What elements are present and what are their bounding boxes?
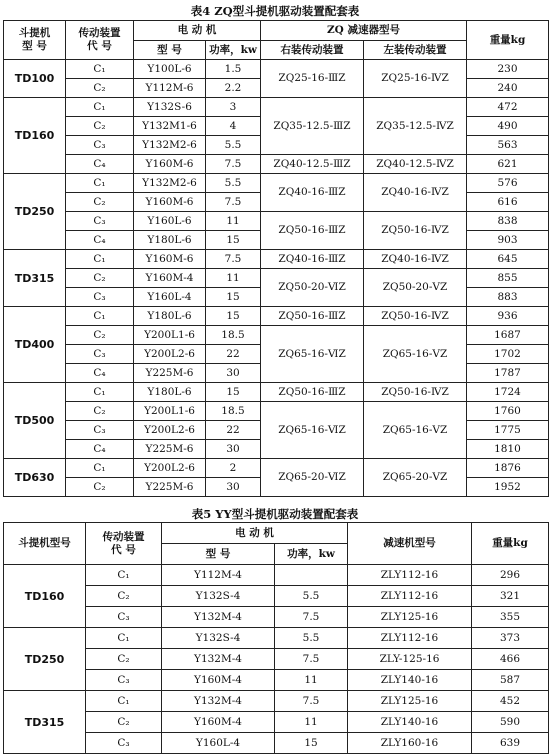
motor-model-cell: Y160M-4 xyxy=(162,670,275,691)
right-reducer-cell: ZQ40-12.5-ⅢZ xyxy=(261,155,364,174)
t5-header-reducer: 减速机型号 xyxy=(348,523,472,565)
bucket-model-cell: TD500 xyxy=(4,383,66,459)
right-reducer-cell: ZQ40-16-ⅢZ xyxy=(261,174,364,212)
drive-code-cell: C₄ xyxy=(66,231,134,250)
weight-cell: 321 xyxy=(472,586,549,607)
drive-code-cell: C₂ xyxy=(86,586,162,607)
weight-cell: 936 xyxy=(467,307,549,326)
drive-code-cell: C₁ xyxy=(86,691,162,712)
drive-code-cell: C₂ xyxy=(66,402,134,421)
bucket-model-cell: TD250 xyxy=(4,628,86,691)
weight-cell: 883 xyxy=(467,288,549,307)
weight-cell: 563 xyxy=(467,136,549,155)
table-row xyxy=(4,670,549,691)
table5 xyxy=(3,522,549,754)
reducer-model-cell: ZLY160-16 xyxy=(348,733,472,754)
motor-power-cell: 5.5 xyxy=(275,586,348,607)
drive-code-cell: C₃ xyxy=(66,345,134,364)
right-reducer-cell: ZQ65-20-ⅥZ xyxy=(261,459,364,497)
drive-code-cell: C₂ xyxy=(66,193,134,212)
drive-code-cell: C₁ xyxy=(66,98,134,117)
motor-power-cell: 15 xyxy=(206,307,261,326)
drive-code-cell: C₁ xyxy=(66,383,134,402)
drive-code-cell: C₁ xyxy=(86,565,162,586)
right-reducer-cell: ZQ40-16-ⅢZ xyxy=(261,250,364,269)
table-row xyxy=(4,383,549,402)
drive-code-cell: C₄ xyxy=(66,364,134,383)
left-reducer-cell: ZQ50-16-ⅣZ xyxy=(364,383,467,402)
motor-model-cell: Y160L-4 xyxy=(162,733,275,754)
weight-cell: 490 xyxy=(467,117,549,136)
motor-model-cell: Y200L1-6 xyxy=(134,402,206,421)
weight-cell: 1810 xyxy=(467,440,549,459)
drive-code-cell: C₂ xyxy=(86,712,162,733)
right-reducer-cell: ZQ50-16-ⅢZ xyxy=(261,307,364,326)
motor-model-cell: Y225M-6 xyxy=(134,364,206,383)
reducer-model-cell: ZLY-125-16 xyxy=(348,649,472,670)
table-row xyxy=(4,459,549,478)
bucket-model-cell: TD315 xyxy=(4,250,66,307)
drive-code-cell: C₂ xyxy=(66,326,134,345)
weight-cell: 587 xyxy=(472,670,549,691)
motor-model-cell: Y132S-6 xyxy=(134,98,206,117)
motor-power-cell: 7.5 xyxy=(275,607,348,628)
bucket-model-cell: TD630 xyxy=(4,459,66,497)
motor-power-cell: 30 xyxy=(206,440,261,459)
bucket-model-cell: TD100 xyxy=(4,60,66,98)
motor-power-cell: 15 xyxy=(206,383,261,402)
drive-code-cell: C₃ xyxy=(66,288,134,307)
reducer-model-cell: ZLY125-16 xyxy=(348,607,472,628)
motor-model-cell: Y132M-4 xyxy=(162,649,275,670)
reducer-model-cell: ZLY140-16 xyxy=(348,712,472,733)
table-row xyxy=(4,269,549,288)
drive-code-cell: C₂ xyxy=(86,649,162,670)
weight-cell: 1775 xyxy=(467,421,549,440)
right-reducer-cell: ZQ50-20-ⅥZ xyxy=(261,269,364,307)
drive-code-cell: C₁ xyxy=(66,174,134,193)
drive-code-cell: C₃ xyxy=(86,607,162,628)
drive-code-cell: C₄ xyxy=(66,155,134,174)
table-row xyxy=(4,326,549,345)
motor-power-cell: 5.5 xyxy=(275,628,348,649)
header-motor-model: 型 号 xyxy=(134,41,206,60)
motor-power-cell: 7.5 xyxy=(275,691,348,712)
right-reducer-cell: ZQ35-12.5-ⅢZ xyxy=(261,98,364,155)
motor-power-cell: 1.5 xyxy=(206,60,261,79)
header-motor: 电 动 机 xyxy=(134,21,261,41)
weight-cell: 576 xyxy=(467,174,549,193)
weight-cell: 373 xyxy=(472,628,549,649)
left-reducer-cell: ZQ40-12.5-ⅣZ xyxy=(364,155,467,174)
table-row xyxy=(4,586,549,607)
t5-header-motor-power: 功率，kw xyxy=(275,544,348,565)
motor-power-cell xyxy=(275,565,348,586)
drive-code-cell: C₂ xyxy=(66,478,134,497)
motor-model-cell: Y200L2-6 xyxy=(134,421,206,440)
motor-power-cell: 5.5 xyxy=(206,174,261,193)
weight-cell: 355 xyxy=(472,607,549,628)
motor-model-cell: Y225M-6 xyxy=(134,478,206,497)
weight-cell: 855 xyxy=(467,269,549,288)
t5-header-weight: 重量kg xyxy=(472,523,549,565)
left-reducer-cell: ZQ65-20-ⅤZ xyxy=(364,459,467,497)
motor-model-cell: Y112M-4 xyxy=(162,565,275,586)
header-weight: 重量kg xyxy=(467,21,549,60)
t5-header-motor-model: 型 号 xyxy=(162,544,275,565)
right-reducer-cell: ZQ50-16-ⅢZ xyxy=(261,212,364,250)
motor-model-cell: Y132S-4 xyxy=(162,586,275,607)
weight-cell: 838 xyxy=(467,212,549,231)
weight-cell: 1876 xyxy=(467,459,549,478)
drive-code-cell: C₃ xyxy=(66,136,134,155)
motor-model-cell: Y225M-6 xyxy=(134,440,206,459)
table-row xyxy=(4,60,549,79)
weight-cell: 639 xyxy=(472,733,549,754)
drive-code-cell: C₁ xyxy=(66,60,134,79)
table-row xyxy=(4,155,549,174)
motor-model-cell: Y132M2-6 xyxy=(134,174,206,193)
motor-power-cell: 7.5 xyxy=(206,250,261,269)
t5-header-motor: 电 动 机 xyxy=(162,523,348,544)
reducer-model-cell: ZLY112-16 xyxy=(348,565,472,586)
motor-power-cell: 15 xyxy=(206,231,261,250)
motor-model-cell: Y160M-4 xyxy=(134,269,206,288)
bucket-model-cell: TD250 xyxy=(4,174,66,250)
motor-model-cell: Y132S-4 xyxy=(162,628,275,649)
left-reducer-cell: ZQ50-20-ⅤZ xyxy=(364,269,467,307)
drive-code-cell: C₁ xyxy=(86,628,162,649)
motor-model-cell: Y200L2-6 xyxy=(134,459,206,478)
table-row xyxy=(4,691,549,712)
motor-power-cell: 3 xyxy=(206,98,261,117)
table-row xyxy=(4,712,549,733)
motor-power-cell: 22 xyxy=(206,421,261,440)
header-reducer: ZQ 减速器型号 xyxy=(261,21,467,41)
weight-cell: 230 xyxy=(467,60,549,79)
weight-cell: 616 xyxy=(467,193,549,212)
weight-cell: 240 xyxy=(467,79,549,98)
drive-code-cell: C₃ xyxy=(86,670,162,691)
motor-model-cell: Y132M-4 xyxy=(162,691,275,712)
motor-power-cell: 7.5 xyxy=(206,193,261,212)
motor-power-cell: 22 xyxy=(206,345,261,364)
bucket-model-cell: TD400 xyxy=(4,307,66,383)
motor-model-cell: Y180L-6 xyxy=(134,231,206,250)
motor-power-cell: 30 xyxy=(206,478,261,497)
motor-model-cell: Y160L-6 xyxy=(134,212,206,231)
right-reducer-cell: ZQ65-16-ⅥZ xyxy=(261,326,364,383)
left-reducer-cell: ZQ35-12.5-ⅣZ xyxy=(364,98,467,155)
table-row xyxy=(4,174,549,193)
table-row xyxy=(4,250,549,269)
weight-cell: 1760 xyxy=(467,402,549,421)
weight-cell: 466 xyxy=(472,649,549,670)
table-row xyxy=(4,733,549,754)
bucket-model-cell: TD315 xyxy=(4,691,86,754)
weight-cell: 296 xyxy=(472,565,549,586)
motor-power-cell: 15 xyxy=(206,288,261,307)
drive-code-cell: C₃ xyxy=(66,212,134,231)
motor-power-cell: 2 xyxy=(206,459,261,478)
table-row xyxy=(4,307,549,326)
table-row xyxy=(4,628,549,649)
right-reducer-cell: ZQ50-16-ⅢZ xyxy=(261,383,364,402)
motor-power-cell: 15 xyxy=(275,733,348,754)
drive-code-cell: C₃ xyxy=(66,421,134,440)
left-reducer-cell: ZQ50-16-ⅣZ xyxy=(364,212,467,250)
reducer-model-cell: ZLY112-16 xyxy=(348,628,472,649)
drive-code-cell: C₂ xyxy=(66,117,134,136)
weight-cell: 1702 xyxy=(467,345,549,364)
header-bucket-model: 斗提机 型 号 xyxy=(4,21,66,60)
motor-model-cell: Y160M-6 xyxy=(134,193,206,212)
motor-model-cell: Y132M1-6 xyxy=(134,117,206,136)
motor-model-cell: Y180L-6 xyxy=(134,307,206,326)
drive-code-cell: C₃ xyxy=(86,733,162,754)
drive-code-cell: C₁ xyxy=(66,250,134,269)
table-row xyxy=(4,607,549,628)
left-reducer-cell: ZQ65-16-ⅤZ xyxy=(364,402,467,459)
left-reducer-cell: ZQ40-16-ⅣZ xyxy=(364,174,467,212)
table5-title: 表5 YY型斗提机驱动装置配套表 xyxy=(191,507,359,521)
drive-code-cell: C₂ xyxy=(66,269,134,288)
header-left-drive: 左装传动装置 xyxy=(364,41,467,60)
reducer-model-cell: ZLY125-16 xyxy=(348,691,472,712)
weight-cell: 452 xyxy=(472,691,549,712)
motor-power-cell: 11 xyxy=(275,712,348,733)
motor-power-cell: 18.5 xyxy=(206,326,261,345)
weight-cell: 621 xyxy=(467,155,549,174)
weight-cell: 1952 xyxy=(467,478,549,497)
table-row xyxy=(4,98,549,117)
weight-cell: 590 xyxy=(472,712,549,733)
header-drive-code: 传动装置 代 号 xyxy=(66,21,134,60)
reducer-model-cell: ZLY140-16 xyxy=(348,670,472,691)
motor-power-cell: 11 xyxy=(206,269,261,288)
motor-power-cell: 11 xyxy=(275,670,348,691)
right-reducer-cell: ZQ65-16-ⅥZ xyxy=(261,402,364,459)
motor-power-cell: 18.5 xyxy=(206,402,261,421)
motor-power-cell: 5.5 xyxy=(206,136,261,155)
motor-model-cell: Y132M2-6 xyxy=(134,136,206,155)
weight-cell: 903 xyxy=(467,231,549,250)
table-row xyxy=(4,565,549,586)
table4 xyxy=(3,20,549,497)
bucket-model-cell: TD160 xyxy=(4,565,86,628)
table-row xyxy=(4,402,549,421)
right-reducer-cell: ZQ25-16-ⅢZ xyxy=(261,60,364,98)
motor-model-cell: Y200L2-6 xyxy=(134,345,206,364)
header-motor-power: 功率，kw xyxy=(206,41,261,60)
left-reducer-cell: ZQ50-16-ⅣZ xyxy=(364,307,467,326)
drive-code-cell: C₁ xyxy=(66,459,134,478)
motor-model-cell: Y160L-4 xyxy=(134,288,206,307)
table4-title: 表4 ZQ型斗提机驱动装置配套表 xyxy=(190,4,360,18)
motor-model-cell: Y100L-6 xyxy=(134,60,206,79)
weight-cell: 1787 xyxy=(467,364,549,383)
weight-cell: 1724 xyxy=(467,383,549,402)
motor-model-cell: Y160M-4 xyxy=(162,712,275,733)
drive-code-cell: C₂ xyxy=(66,79,134,98)
left-reducer-cell: ZQ65-16-ⅤZ xyxy=(364,326,467,383)
table-row xyxy=(4,649,549,670)
motor-power-cell: 2.2 xyxy=(206,79,261,98)
motor-model-cell: Y160M-6 xyxy=(134,155,206,174)
drive-code-cell: C₁ xyxy=(66,307,134,326)
t5-header-bucket-model: 斗提机型号 xyxy=(4,523,86,565)
left-reducer-cell: ZQ40-16-ⅣZ xyxy=(364,250,467,269)
motor-power-cell: 7.5 xyxy=(206,155,261,174)
motor-model-cell: Y112M-6 xyxy=(134,79,206,98)
motor-power-cell: 7.5 xyxy=(275,649,348,670)
weight-cell: 472 xyxy=(467,98,549,117)
motor-model-cell: Y180L-6 xyxy=(134,383,206,402)
left-reducer-cell: ZQ25-16-ⅣZ xyxy=(364,60,467,98)
motor-model-cell: Y132M-4 xyxy=(162,607,275,628)
weight-cell: 645 xyxy=(467,250,549,269)
motor-power-cell: 30 xyxy=(206,364,261,383)
header-right-drive: 右装传动装置 xyxy=(261,41,364,60)
motor-power-cell: 11 xyxy=(206,212,261,231)
motor-model-cell: Y160M-6 xyxy=(134,250,206,269)
reducer-model-cell: ZLY112-16 xyxy=(348,586,472,607)
weight-cell: 1687 xyxy=(467,326,549,345)
t5-header-drive-code: 传动装置 代 号 xyxy=(86,523,162,565)
table-row xyxy=(4,212,549,231)
drive-code-cell: C₄ xyxy=(66,440,134,459)
bucket-model-cell: TD160 xyxy=(4,98,66,174)
motor-power-cell: 4 xyxy=(206,117,261,136)
motor-model-cell: Y200L1-6 xyxy=(134,326,206,345)
